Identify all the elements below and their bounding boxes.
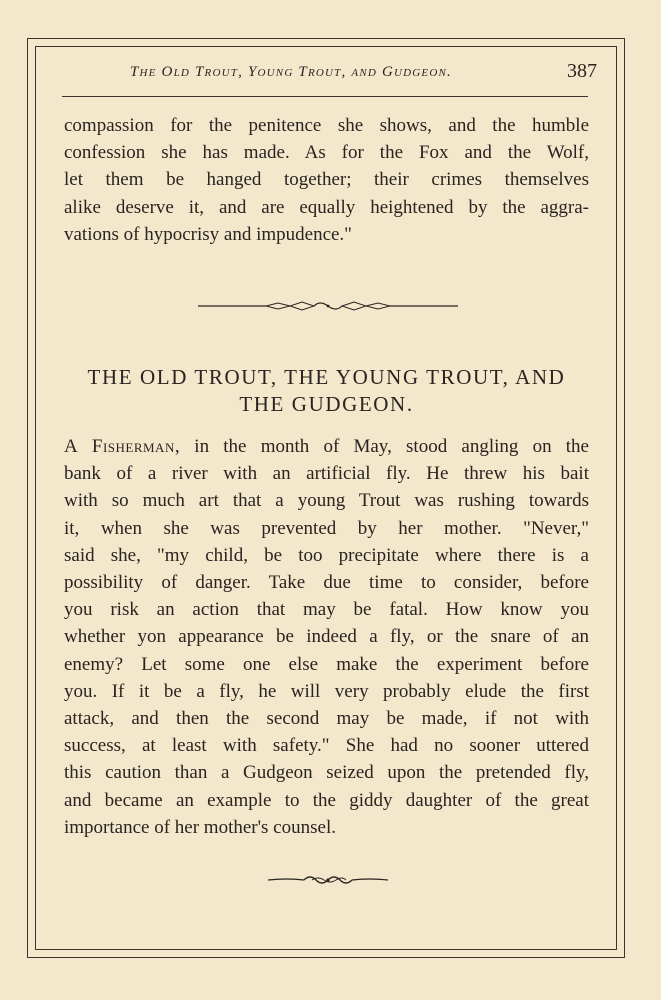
text-line: vations of hypocrisy and impudence."	[64, 223, 352, 245]
text-line	[64, 433, 589, 460]
running-title: The Old Trout, Young Trout, and Gudgeon.	[130, 64, 452, 80]
fable-title	[64, 364, 589, 418]
text-line: alike deserve it, and are equally heightened by the aggra-	[64, 196, 589, 218]
text-line: compassion for the penitence she shows, and the humble	[64, 115, 589, 136]
text-line: bank of a river with an artificial fly. He threw his bait	[64, 463, 589, 485]
text-line: importance of her mother's counsel.	[64, 816, 336, 838]
text-line: you. If it be a fly, he will very probably elude the first	[64, 680, 589, 702]
text-line: you risk an action that may be fatal. How know you	[64, 599, 589, 621]
text-line: with so much art that a young Trout was rushing towards	[64, 490, 589, 512]
tailpiece-ornament	[268, 873, 388, 887]
text-line: whether yon appearance be indeed a fly, or the snare of an	[64, 626, 589, 648]
text-line: confession she has made. As for the Fox and the Wolf,	[64, 142, 589, 164]
fable-paragraph	[64, 433, 589, 841]
opening-word: A Fisherman,	[64, 436, 181, 457]
page-number: 387	[567, 60, 597, 82]
text-line: this caution than a Gudgeon seized upon the pretended fly,	[64, 762, 589, 784]
section-divider-ornament	[198, 298, 458, 314]
text-line: let them be hanged together; their crimes themselves	[64, 169, 589, 191]
text-line: said she, "my child, be too precipitate where there is a	[64, 544, 589, 566]
text-line: success, at least with safety." She had no sooner uttered	[64, 735, 589, 757]
text-line: and became an example to the giddy daughter of the great	[64, 789, 589, 811]
opening-line-rest: in the month of May, stood angling on the	[194, 436, 589, 457]
fable-title-line: THE OLD TROUT, THE YOUNG TROUT, AND	[87, 365, 566, 389]
header-rule	[62, 96, 588, 97]
text-line: possibility of danger. Take due time to consider, before	[64, 572, 589, 594]
continuation-paragraph	[64, 112, 589, 248]
text-line: enemy? Let some one else make the experiment before	[64, 653, 589, 675]
running-head	[100, 58, 600, 88]
text-line: attack, and then the second may be made, if not with	[64, 708, 589, 730]
text-line: it, when she was prevented by her mother. "Never,"	[64, 517, 589, 539]
fable-title-line: THE GUDGEON.	[239, 392, 414, 416]
